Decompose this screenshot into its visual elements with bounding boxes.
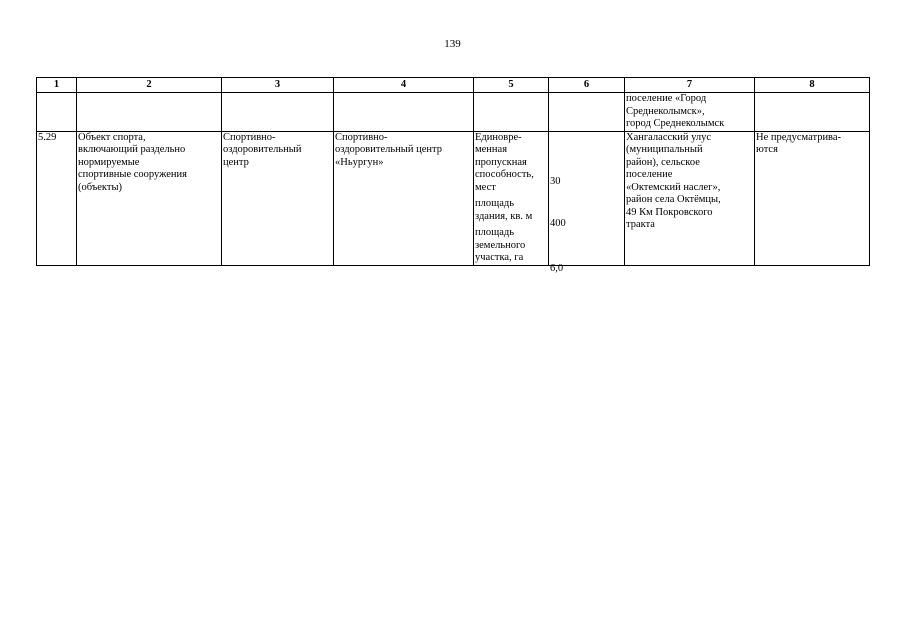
object-type-line: включающий раздельно [78, 144, 186, 155]
header-cell-7: 7 [625, 78, 755, 93]
param-line: здания, кв. м [475, 210, 533, 222]
header-cell-6: 6 [549, 78, 625, 93]
cell-parameters [474, 131, 549, 265]
cell-object-kind [222, 131, 334, 265]
location-line: поселение [626, 169, 673, 180]
param-line: площадь [475, 227, 514, 238]
cell-zones [755, 131, 870, 265]
table-header-row [37, 78, 870, 93]
object-type-line: (объекты) [78, 181, 123, 193]
location-line: поселение «Город [626, 93, 707, 104]
cell-empty [334, 93, 474, 132]
param-line: менная [475, 144, 508, 155]
zones-line: Не предусматрива- [756, 131, 842, 143]
cell-empty [755, 93, 870, 132]
table-row-continuation [37, 93, 870, 132]
header-cell-1: 1 [37, 78, 77, 93]
param-line: Единовре- [475, 131, 522, 143]
location-line: Хангаласский улус [626, 131, 712, 143]
location-line: (муниципальный [626, 144, 703, 155]
param-line: способность, [475, 169, 534, 180]
object-kind-line: Спортивно- [223, 131, 276, 143]
object-type-line: Объект спорта, [78, 131, 146, 143]
location-line: город Среднеколымск [626, 118, 725, 129]
cell-location [625, 131, 755, 265]
header-cell-3: 3 [222, 78, 334, 93]
header-cell-8: 8 [755, 78, 870, 93]
value-capacity: 30 [550, 175, 561, 187]
zones-line: ются [756, 144, 778, 155]
location-line: Среднеколымск», [626, 105, 705, 117]
object-type-line: спортивные сооружения [78, 169, 187, 180]
value-land-area: 6,0 [550, 262, 564, 274]
cell-object-type [77, 131, 222, 265]
param-building-area [475, 198, 547, 223]
cell-empty [77, 93, 222, 132]
object-name-line: «Ньургун» [335, 156, 384, 168]
location-line: район), сельское [626, 156, 700, 168]
param-line: земельного [475, 239, 526, 251]
cell-object-name [334, 131, 474, 265]
page-number: 139 [444, 38, 461, 50]
param-line: площадь [475, 198, 514, 209]
cell-empty [474, 93, 549, 132]
param-line: пропускная [475, 156, 527, 168]
value-building-area: 400 [550, 217, 566, 229]
header-cell-2: 2 [77, 78, 222, 93]
location-line: район села Октёмцы, [626, 194, 721, 205]
location-line: тракта [626, 219, 655, 230]
object-kind-line: центр [223, 156, 249, 168]
param-line: мест [475, 181, 496, 193]
object-kind-line: оздоровительный [223, 144, 302, 155]
location-line: 49 Км Покровского [626, 206, 713, 218]
cell-values [549, 131, 625, 274]
param-line: участка, га [475, 252, 524, 263]
cell-empty [37, 93, 77, 132]
object-name-line: Спортивно- [335, 131, 388, 143]
cell-location-continued [625, 93, 755, 132]
cell-empty [549, 93, 625, 132]
object-type-line: нормируемые [78, 156, 140, 168]
planning-table [36, 77, 870, 274]
cell-row-number: 5.29 [37, 131, 77, 265]
location-line: «Октемский наслег», [626, 181, 721, 193]
object-name-line: оздоровительный центр [335, 144, 442, 155]
param-capacity [475, 132, 547, 195]
param-land-area [475, 227, 547, 265]
header-cell-5: 5 [474, 78, 549, 93]
cell-empty [222, 93, 334, 132]
table-row-5-29 [37, 131, 870, 265]
header-cell-4: 4 [334, 78, 474, 93]
